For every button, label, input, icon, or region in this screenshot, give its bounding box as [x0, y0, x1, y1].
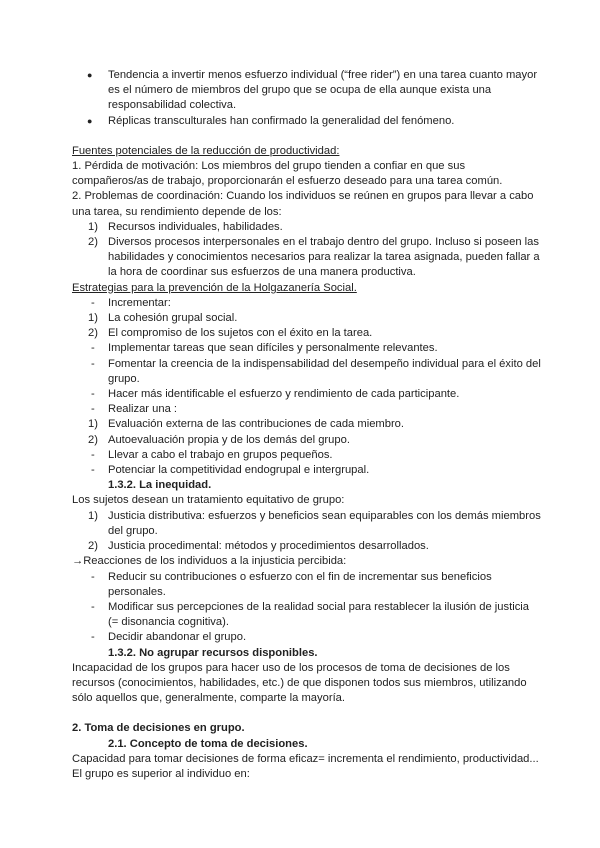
- paragraph-reacciones: →Reacciones de los individuos a la injusticia percibida:: [72, 555, 347, 568]
- list-item: - Hacer más identificable el esfuerzo y rendimiento de cada participante.: [91, 388, 460, 401]
- subsection-heading-no-agrupar: 1.3.2. No agrupar recursos disponibles.: [108, 646, 318, 659]
- list-item: 2) El compromiso de los sujetos con el éxito en la tarea.: [88, 327, 373, 340]
- numbered-item: 1) Justicia distributiva: esfuerzos y beneficios sean equiparables con los demás miembros del grupo.: [88, 509, 541, 537]
- list-item: 1) Evaluación externa de las contribuciones de cada miembro.: [88, 418, 405, 431]
- paragraph: 1. Pérdida de motivación: Los miembros del grupo tienden a confiar en que sus compañeros/as de trabajo, proporcionarán el esfuerzo deseado para una tarea común.: [72, 160, 503, 188]
- list-item: 2) Autoevaluación propia y de los demás del grupo.: [88, 433, 350, 446]
- numbered-item: 2) Diversos procesos interpersonales en el trabajo dentro del grupo. Incluso si poseen las habilidades y conocimientos necesarios para realizar la tarea asignada, pueden fallar a la hora de coordinar sus esfuerzos de una manera productiva.: [88, 236, 540, 279]
- section-heading-fuentes: Fuentes potenciales de la reducción de productividad:: [72, 144, 340, 157]
- bullet-item: ● Tendencia a invertir menos esfuerzo individual (“free rider”) en una tarea cuanto mayor es el número de miembros del grupo que se ocupa de ella aunque exista una responsabilidad colectiva.: [87, 69, 538, 112]
- bullet-item: ● Réplicas transculturales han confirmado la generalidad del fenómeno.: [72, 114, 542, 129]
- list-item: - Implementar tareas que sean difíciles y personalmente relevantes.: [91, 342, 438, 355]
- section-heading-toma: 2. Toma de decisiones en grupo.: [72, 722, 245, 735]
- list-item: 1) La cohesión grupal social.: [88, 312, 238, 325]
- bullet-icon: ●: [87, 115, 93, 126]
- list-item: - Reducir su contribuciones o esfuerzo con el fin de incrementar sus beneficios personales.: [91, 570, 492, 598]
- subsection-heading-concepto: 2.1. Concepto de toma de decisiones.: [108, 737, 308, 750]
- subsection-heading-inequidad: 1.3.2. La inequidad.: [108, 479, 212, 492]
- numbered-item: 2) Justicia procedimental: métodos y procedimientos desarrollados.: [88, 540, 429, 553]
- paragraph: El grupo es superior al individuo en:: [72, 767, 250, 780]
- numbered-item: 1) Recursos individuales, habilidades.: [88, 220, 283, 233]
- document-page: [72, 68, 542, 782]
- list-item: - Incrementar:: [91, 296, 171, 309]
- list-item: - Llevar a cabo el trabajo en grupos pequeños.: [91, 448, 333, 461]
- bullet-icon: ●: [87, 70, 93, 80]
- paragraph: Los sujetos desean un tratamiento equitativo de grupo:: [72, 494, 345, 507]
- list-item: - Modificar sus percepciones de la realidad social para restablecer la ilusión de justicia (= disonancia cognitiva).: [91, 600, 529, 629]
- paragraph: Incapacidad de los grupos para hacer uso de los procesos de toma de decisiones de los recursos (conocimientos, habilidades, etc.) de que disponen todos sus miembros, utilizando sólo aquellos que, generalmente, comparte la mayoría.: [72, 661, 527, 705]
- list-item: - Realizar una :: [91, 403, 178, 416]
- section-heading-estrategias: Estrategias para la prevención de la Holgazanería Social.: [72, 281, 357, 294]
- list-item: - Decidir abandonar el grupo.: [91, 631, 247, 644]
- list-item: - Fomentar la creencia de la indispensabilidad del desempeño individual para el éxito del grupo.: [91, 357, 541, 385]
- list-item: - Potenciar la competitividad endogrupal e intergrupal.: [91, 464, 370, 477]
- paragraph: 2. Problemas de coordinación: Cuando los individuos se reúnen en grupos para llevar a cabo una tarea, su rendimiento depende de los:: [72, 190, 534, 218]
- paragraph: Capacidad para tomar decisiones de forma eficaz= incrementa el rendimiento, productividad...: [72, 752, 539, 765]
